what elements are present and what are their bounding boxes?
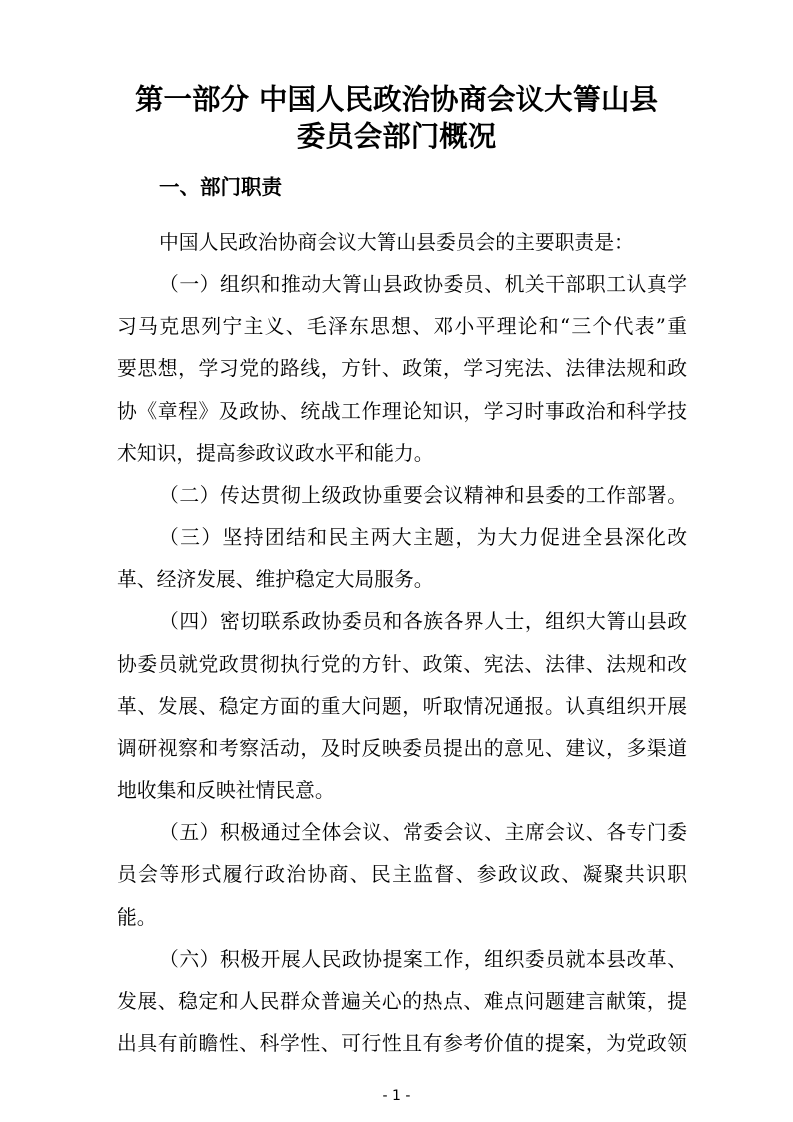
- page-number: - 1 -: [382, 1088, 411, 1104]
- paragraph-line: （五）积极通过全体会议、常委会议、主席会议、各专门委: [159, 821, 687, 844]
- paragraph-line: 调研视察和考察活动，及时反映委员提出的意见、建议，多渠道: [117, 737, 687, 760]
- intro-paragraph: 中国人民政治协商会议大箐山县委员会的主要职责是：: [159, 231, 634, 254]
- paragraph-line: 术知识，提高参政议政水平和能力。: [117, 442, 434, 465]
- paragraph-line: （一）组织和推动大箐山县政协委员、机关干部职工认真学: [159, 273, 687, 296]
- paragraph-line: 革、发展、稳定方面的重大问题，听取情况通报。认真组织开展: [117, 695, 687, 718]
- paragraph-line: 员会等形式履行政治协商、民主监督、参政议政、凝聚共识职: [117, 863, 687, 886]
- paragraph-line: 地收集和反映社情民意。: [117, 779, 335, 802]
- paragraph-line: 革、经济发展、维护稳定大局服务。: [117, 568, 434, 591]
- paragraph-line: 能。: [117, 906, 157, 929]
- page-title-line-1: 第一部分 中国人民政治协商会议大箐山县: [135, 83, 658, 116]
- paragraph-line: 协委员就党政贯彻执行党的方针、政策、宪法、法律、法规和改: [117, 653, 687, 676]
- paragraph-line: 习马克思列宁主义、毛泽东思想、邓小平理论和“三个代表”重: [117, 315, 687, 338]
- section-heading: 一、部门职责: [159, 175, 282, 199]
- paragraph-line: 出具有前瞻性、科学性、可行性且有参考价值的提案，为党政领: [117, 1032, 687, 1055]
- paragraph-line: 要思想，学习党的路线，方针、政策，学习宪法、法律法规和政: [117, 357, 687, 380]
- paragraph-line: 协《章程》及政协、统战工作理论知识，学习时事政治和科学技: [117, 400, 687, 423]
- paragraph-line: 发展、稳定和人民群众普遍关心的热点、难点问题建言献策，提: [117, 990, 687, 1013]
- paragraph-line: （四）密切联系政协委员和各族各界人士，组织大箐山县政: [159, 610, 687, 633]
- paragraph-line: （三）坚持团结和民主两大主题，为大力促进全县深化改: [159, 526, 687, 549]
- paragraph-line: （六）积极开展人民政协提案工作，组织委员就本县改革、: [159, 948, 687, 971]
- page-title-line-2: 委员会部门概况: [296, 120, 497, 153]
- paragraph-line: （二）传达贯彻上级政协重要会议精神和县委的工作部署。: [159, 484, 687, 507]
